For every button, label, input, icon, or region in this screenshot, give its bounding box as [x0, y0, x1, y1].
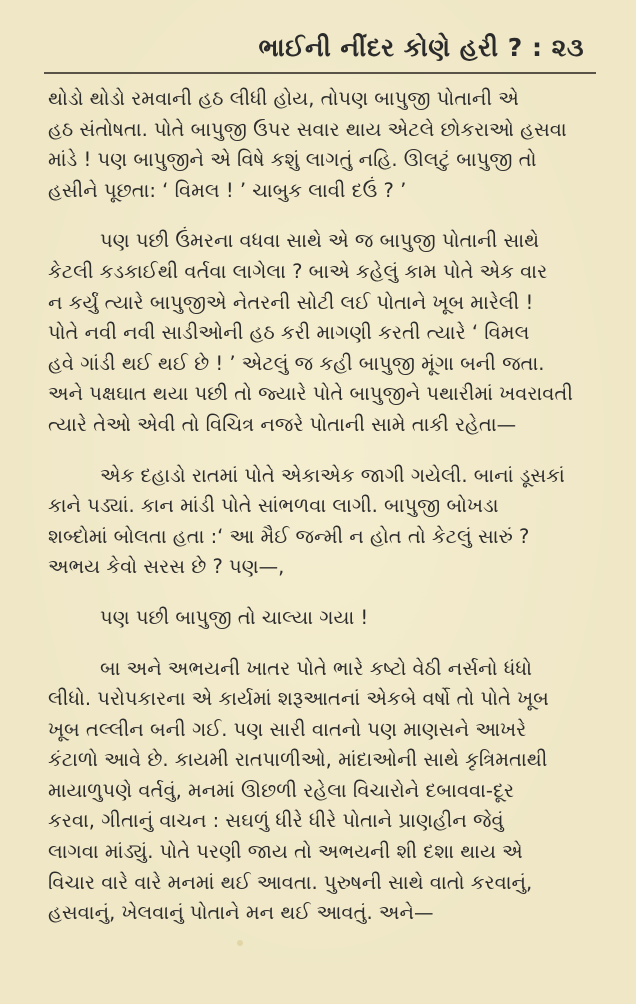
text-line: પોતે નવી નવી સાડીઓની હઠ કરી માગણી કરતી ત્યારે ‘ વિમલ	[48, 321, 530, 345]
text-line: અભય કેવો સરસ છે ? પણ—,	[48, 555, 285, 579]
text-line: એક દહાડો રાતમાં પોતે એકાએક જાગી ગયેલી. બાનાં ડૂસકાં	[100, 463, 565, 487]
text-line: શબ્દોમાં બોલતા હતા :‘ આ મૈઈ જન્મી ન હોત તો કેટલું સારું ?	[48, 524, 530, 548]
paragraph	[48, 461, 596, 583]
paragraph	[48, 603, 596, 634]
text-line: વિચાર વારે વારે મનમાં થઈ આવતા. પુરુષની સાથે વાતો કરવાનું,	[48, 870, 533, 894]
text-line: કેટલી કડકાઈથી વર્તવા લાગેલા ? બાએ કહેલું કામ પોતે એક વાર	[48, 259, 548, 283]
paragraph	[48, 226, 596, 440]
text-line: લાગવા માંડ્યું. પોતે પરણી જાય તો અભયની શી દશા થાય એ	[48, 840, 523, 864]
text-line: હસવાનું, ખેલવાનું પોતાને મન થઈ આવતું. અને—	[48, 901, 434, 925]
text-line: કરવા, ગીતાનું વાચન : સઘળું ધીરે ધીરે પોતાને પ્રાણહીન જેવું	[48, 809, 504, 833]
header-rule	[44, 72, 596, 74]
text-line: માયાળુપણે વર્તવું, મનમાં ઊછળી રહેલા વિચારોને દબાવવા-દૂર	[48, 778, 514, 802]
paragraph	[48, 654, 596, 929]
paragraph	[48, 84, 596, 206]
text-line: હઠ સંતોષતા. પોતે બાપુજી ઉપર સવાર થાય એટલે છોકરાઓ હસવા	[48, 117, 567, 141]
text-line: પણ પછી ઉંમરના વધવા સાથે એ જ બાપુજી પોતાની સાથે	[100, 229, 540, 253]
text-line: હવે ગાંડી થઈ થઈ છે ! ’ એટલું જ કહી બાપુજી મૂંગા બની જતા.	[48, 351, 545, 375]
text-line: હસીને પૂછતા: ‘ વિમલ ! ’ ચાબુક લાવી દઉં ? ’	[48, 178, 407, 202]
text-line: લીધો. પરોપકારના એ કાર્યમાં શરૂઆતનાં એકબે વર્ષો તો પોતે ખૂબ	[48, 687, 549, 711]
text-line: ખૂબ તલ્લીન બની ગઈ. પણ સારી વાતનો પણ માણસને આખરે	[48, 717, 527, 741]
text-line: કંટાળો આવે છે. કાયમી રાતપાળીઓ, માંદાઓની સાથે કૃત્રિમતાથી	[48, 748, 548, 772]
text-line: થોડો થોડો રમવાની હઠ લીધી હોય, તોપણ બાપુજી પોતાની એ	[48, 87, 519, 110]
text-line: અને પક્ષઘાત થયા પછી તો જ્યારે પોતે બાપુજીને પથારીમાં ખવરાવતી	[48, 382, 573, 406]
text-line: કાને પડ્યાં. કાન માંડી પોતે સાંભળવા લાગી. બાપુજી બોખડા	[48, 494, 499, 518]
text-line: બા અને અભયની ખાતર પોતે ભારે કષ્ટો વેઠી નર્સનો ધંધો	[100, 656, 533, 680]
running-header: ભાઈની નીંદર કોણે હરી ? : ૨૩	[258, 33, 584, 62]
text-line: ત્યારે તેઓ એવી તો વિચિત્ર નજરે પોતાની સામે તાકી રહેતા—	[48, 412, 517, 436]
paper-speck	[237, 940, 243, 946]
text-line: ન કર્યું ત્યારે બાપુજીએ નેતરની સોટી લઈ પોતાને ખૂબ મારેલી !	[48, 290, 534, 314]
text-line: માંડે ! પણ બાપુજીને એ વિષે કશું લાગતું નહિ. ઊલટું બાપુજી તો	[48, 148, 537, 172]
body-text	[48, 84, 596, 929]
text-line: પણ પછી બાપુજી તો ચાલ્યા ગયા !	[100, 605, 369, 629]
